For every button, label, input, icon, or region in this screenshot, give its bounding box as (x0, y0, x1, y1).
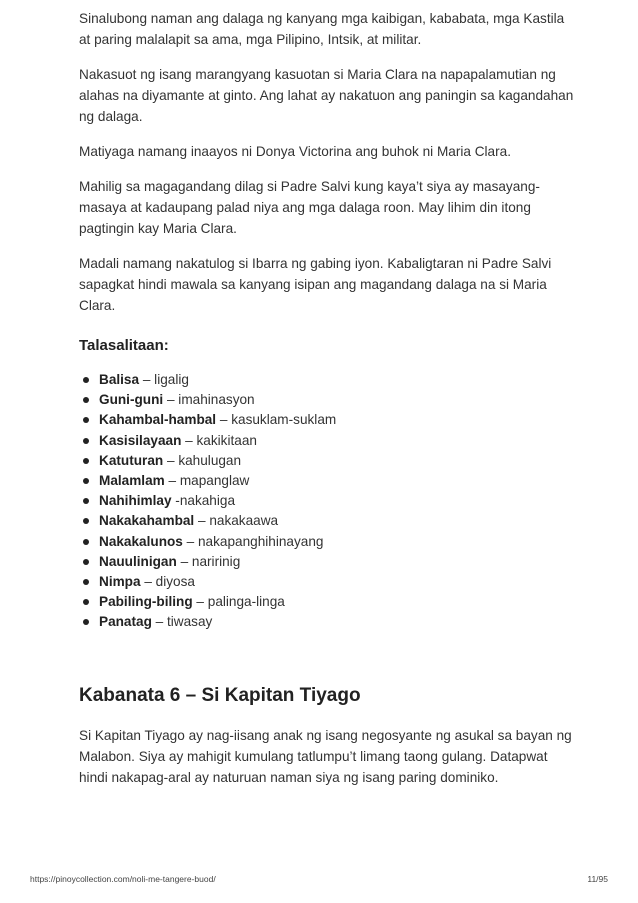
glossary-definition: – kakikitaan (181, 432, 257, 448)
glossary-item (83, 471, 579, 491)
glossary-item (83, 511, 579, 531)
glossary-definition: -nakahiga (171, 493, 236, 509)
bullet-icon (83, 518, 89, 524)
bullet-icon (83, 458, 89, 464)
glossary-definition: – palinga-linga (192, 594, 285, 610)
document-body (79, 8, 579, 802)
bullet-icon (83, 377, 89, 383)
chapter-paragraph: Si Kapitan Tiyago ay nag-iisang anak ng isang negosyante ng asukal sa bayan ng Malabon. Siya ay mahigit kumulang tatlumpu’t limang taong gulang. Datapwat hindi nakapag-aral ay naturuan naman siya ng isang paring dominiko. (79, 727, 572, 785)
glossary-item (83, 592, 579, 612)
footer-url[interactable]: https://pinoycollection.com/noli-me-tangere-buod/ (30, 874, 216, 884)
bullet-icon (83, 619, 89, 625)
glossary-term: Balisa (99, 372, 140, 387)
paragraph: Nakasuot ng isang marangyang kasuotan si Maria Clara na napapalamutian ng alahas na diyamante at ginto. Ang lahat ay nakatuon ang paningin sa kagandahan ng dalaga. (79, 67, 574, 124)
glossary-item (83, 431, 579, 451)
page-number: 11/95 (587, 874, 608, 884)
glossary-term: Kahambal-hambal (99, 412, 217, 428)
glossary-definition: – ligalig (139, 372, 189, 387)
glossary-item (83, 451, 579, 471)
bullet-icon (83, 539, 89, 545)
glossary-item (83, 612, 579, 632)
glossary-definition: – diyosa (140, 574, 195, 590)
bullet-icon (83, 599, 89, 605)
glossary-term: Panatag (99, 614, 152, 630)
bullet-icon (83, 478, 89, 484)
glossary-definition: – nakakaawa (194, 513, 279, 529)
glossary-definition: – imahinasyon (163, 392, 255, 408)
glossary-definition: – kasuklam-suklam (216, 412, 337, 428)
bullet-icon (83, 438, 89, 444)
glossary-term: Nahihimlay (99, 493, 172, 509)
glossary-item (83, 572, 579, 592)
glossary-term: Nakakalunos (99, 533, 183, 549)
glossary-term: Kasisilayaan (99, 432, 182, 448)
bullet-icon (83, 498, 89, 504)
glossary-term: Katuturan (99, 452, 164, 468)
chapter-title: Kabanata 6 – Si Kapitan Tiyago (79, 684, 361, 706)
glossary-item (83, 532, 579, 552)
bullet-icon (83, 579, 89, 585)
glossary-term: Nimpa (99, 574, 141, 590)
paragraph: Sinalubong naman ang dalaga ng kanyang mga kaibigan, kababata, mga Kastila at paring malalapit sa ama, mga Pilipino, Intsik, at militar. (79, 11, 565, 47)
glossary-term: Guni-guni (99, 392, 164, 408)
glossary-term: Nakakahambal (99, 513, 195, 529)
glossary-item (83, 390, 579, 410)
bullet-icon (83, 417, 89, 423)
glossary-item (83, 552, 579, 572)
glossary-definition: – kahulugan (163, 452, 242, 468)
bullet-icon (83, 397, 89, 403)
glossary-definition: – mapanglaw (164, 473, 250, 489)
glossary-term: Malamlam (99, 473, 165, 489)
glossary-heading: Talasalitaan: (79, 337, 169, 354)
glossary-item (83, 491, 579, 511)
paragraph: Matiyaga namang inaayos ni Donya Victorina ang buhok ni Maria Clara. (79, 144, 511, 159)
bullet-icon (83, 559, 89, 565)
paragraph: Mahilig sa magagandang dilag si Padre Salvi kung kaya’t siya ay masayang-masaya at kadaupang palad niya ang mga dalaga roon. May lihim din itong pagtingin kay Maria Clara. (79, 179, 540, 236)
glossary-list (79, 370, 579, 633)
glossary-term: Pabiling-biling (99, 594, 193, 610)
glossary-definition: – naririnig (176, 553, 241, 569)
glossary-term: Nauulinigan (99, 553, 177, 569)
glossary-item (83, 410, 579, 430)
paragraph: Madali namang nakatulog si Ibarra ng gabing iyon. Kabaligtaran ni Padre Salvi sapagkat hindi mawala sa kanyang isipan ang magandang dalaga na si Maria Clara. (79, 256, 552, 313)
glossary-item (83, 370, 579, 390)
glossary-definition: – tiwasay (151, 614, 213, 630)
glossary-definition: – nakapanghihinayang (182, 533, 324, 549)
